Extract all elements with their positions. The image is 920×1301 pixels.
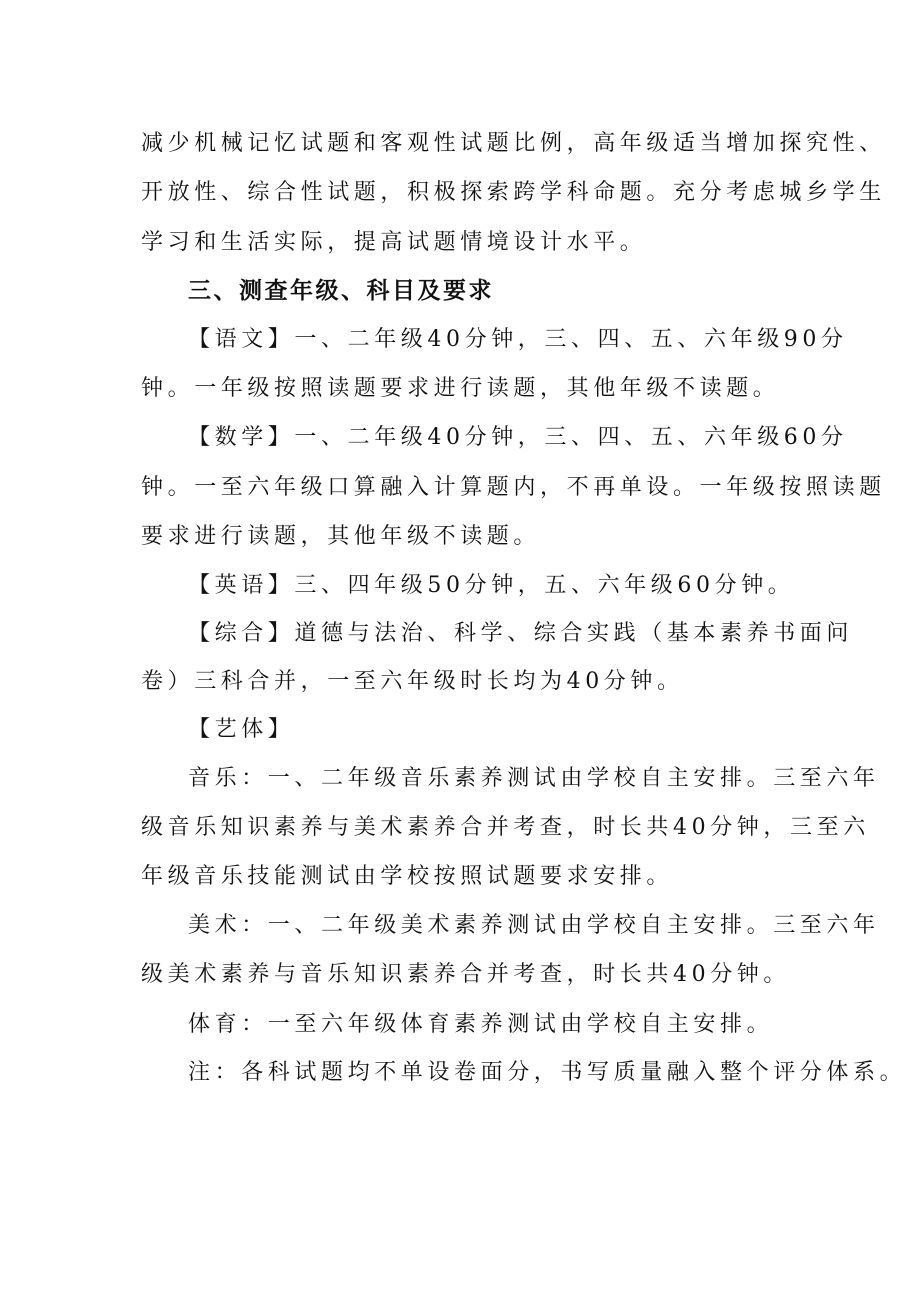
body-line: 【综合】道德与法治、科学、综合实践（基本素养书面问 — [188, 621, 854, 646]
body-line: 【语文】一、二年级40分钟，三、四、五、六年级90分 — [188, 327, 848, 352]
body-line: 年级音乐技能测试由学校按照试题要求安排。 — [141, 864, 674, 889]
body-line: 美术：一、二年级美术素养测试由学校自主安排。三至六年 — [188, 913, 880, 938]
body-line: 要求进行读题，其他年级不读题。 — [141, 524, 541, 549]
body-line: 卷）三科合并，一至六年级时长均为40分钟。 — [141, 669, 684, 694]
body-line: 体育：一至六年级体育素养测试由学校自主安排。 — [188, 1012, 774, 1037]
body-line: 【数学】一、二年级40分钟，三、四、五、六年级60分 — [188, 425, 848, 450]
body-line: 音乐：一、二年级音乐素养测试由学校自主安排。三至六年 — [188, 766, 880, 791]
body-line: 级音乐知识素养与美术素养合并考查，时长共40分钟，三至六 — [141, 815, 870, 840]
body-line: 开放性、综合性试题，积极探索跨学科命题。充分考虑城乡学生 — [141, 180, 886, 205]
body-line: 【英语】三、四年级50分钟，五、六年级60分钟。 — [188, 573, 795, 598]
body-line: 学习和生活实际，提高试题情境设计水平。 — [141, 230, 647, 255]
body-line: 钟。一至六年级口算融入计算题内，不再单设。一年级按照读题 — [141, 475, 886, 500]
section-heading: 三、测查年级、科目及要求 — [188, 278, 494, 304]
body-line: 级美术素养与音乐知识素养合并考查，时长共40分钟。 — [141, 962, 790, 987]
body-line: 【艺体】 — [188, 717, 295, 742]
note-line: 注：各科试题均不单设卷面分，书写质量融入整个评分体系。 — [188, 1060, 907, 1085]
body-line: 钟。一年级按照读题要求进行读题，其他年级不读题。 — [141, 376, 780, 401]
body-line: 减少机械记忆试题和客观性试题比例，高年级适当增加探究性、 — [141, 131, 886, 156]
